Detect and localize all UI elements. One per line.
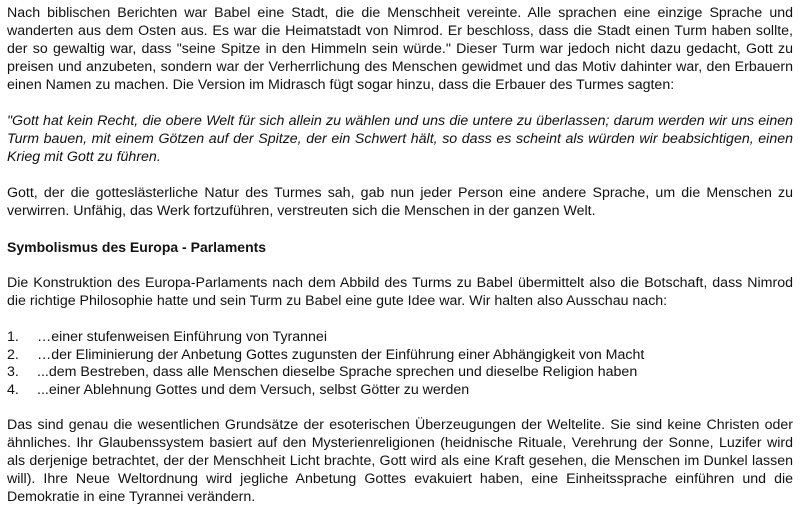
paragraph-gap: [7, 398, 793, 416]
list-item-text: …der Eliminierung der Anbetung Gottes zugunsten der Einführung einer Abhängigkeit von Macht: [37, 346, 645, 363]
paragraph-confusion: Gott, der die gotteslästerliche Natur des Turmes sah, gab nun jeder Person eine andere Sprache, um die Menschen zu verwirren. Unfähig, das Werk fortzuführen, verstreuten sich die Menschen in der ganzen Welt.: [7, 185, 793, 219]
list-item-text: …einer stufenweisen Einführung von Tyrannei: [37, 329, 327, 345]
paragraph-gap: [7, 166, 793, 184]
list-item-text: ...dem Bestreben, dass alle Menschen dieselbe Sprache sprechen und dieselbe Religion haben: [37, 364, 638, 380]
paragraph-babel-history: Nach biblischen Berichten war Babel eine Stadt, die die Menschheit vereinte. Alle sprachen eine einzige Sprache und wanderten aus dem Osten aus. Es war die Heimatstadt von Nimrod. Er beschloss, dass die Stadt einen Turm haben sollte, der so gewaltig war, dass "seine Spitze in den Himmeln sein würde." Dieser Turm war jedoch nicht dazu gedacht, Gott zu preisen und anzubeten, sondern war der Verherrlichung des Menschen gewidmet und das Motiv dahinter war, den Erbauern einen Namen zu machen. Die Version im Midrasch fügt sogar hinzu, dass die Erbauer des Turmes sagten:: [7, 5, 793, 93]
list-item-number: 3.: [7, 364, 19, 380]
list-item-number: 2.: [7, 346, 19, 363]
document-page: [7, 4, 793, 506]
list-item-number: 1.: [7, 329, 19, 345]
list-item: [7, 328, 793, 346]
paragraph-world-elite: Das sind genau die wesentlichen Grundsätze der esoterischen Überzeugungen der Weltelite. Sie sind keine Christen oder ähnliches. Ihr Glaubenssystem basiert auf den Mysterienreligionen (heidnische Rituale, Verehrung der Sonne, Luzifer wird als derjenige betrachtet, der der Menschheit Licht brachte, Gott wird als eine Kraft gesehen, die Menschen im Dunkel lassen will). Ihre Neue Weltordnung wird jegliche Anbetung Gottes evakuiert haben, eine Einheitssprache einführen und die Demokratie in eine Tyrannei verändern.: [7, 417, 793, 505]
paragraph-gap: [7, 256, 793, 274]
paragraph-gap: [7, 94, 793, 112]
list-item-number: 4.: [7, 381, 19, 398]
midrash-quote: "Gott hat kein Recht, die obere Welt für sich allein zu wählen und uns die untere zu überlassen; darum werden wir uns einen Turm bauen, mit einem Götzen auf der Spitze, der ein Schwert hält, so dass es scheint als würden wir beabsichtigen, einen Krieg mit Gott zu führen.: [7, 113, 793, 165]
paragraph-parliament: Die Konstruktion des Europa-Parlaments nach dem Abbild des Turms zu Babel übermittelt also die Botschaft, dass Nimrod die richtige Philosophie hatte und sein Turm zu Babel eine gute Idee war. Wir halten also Ausschau nach:: [7, 275, 793, 309]
list-item: [7, 363, 793, 381]
paragraph-gap: [7, 220, 793, 238]
paragraph-gap: [7, 310, 793, 328]
section-heading: Symbolismus des Europa - Parlaments: [7, 239, 267, 255]
list-item-text: ...einer Ablehnung Gottes und dem Versuch, selbst Götter zu werden: [37, 381, 470, 398]
list-item: [7, 381, 793, 399]
numbered-list: [7, 328, 793, 398]
list-item: [7, 346, 793, 364]
